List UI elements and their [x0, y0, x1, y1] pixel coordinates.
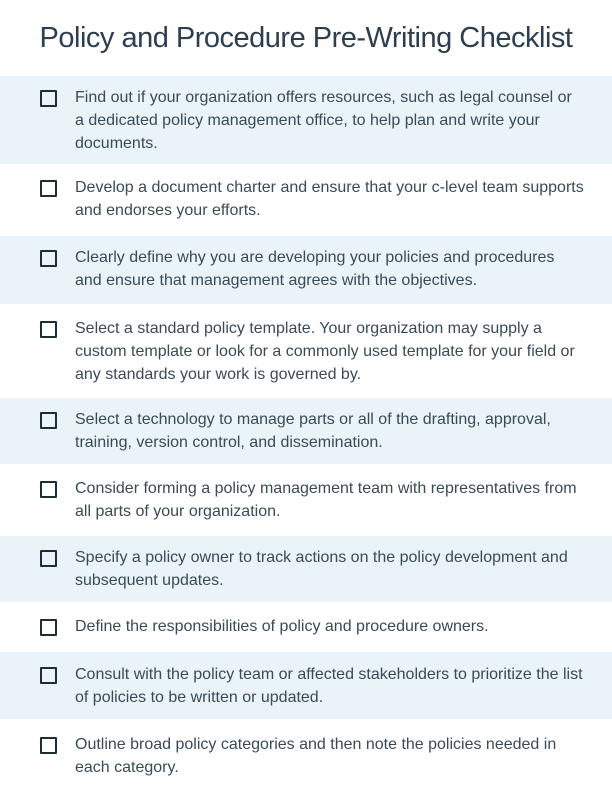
- checklist-item-text: Consult with the policy team or affected stakeholders to prioritize the list of policies to be written or updated.: [75, 666, 583, 706]
- checklist-item-text: Define the responsibilities of policy and procedure owners.: [75, 618, 489, 635]
- checklist-item: [0, 164, 612, 236]
- checkbox[interactable]: [40, 180, 57, 197]
- checklist-item-text: Develop a document charter and ensure that your c-level team supports and endorses your efforts.: [75, 179, 584, 219]
- checklist-item: [0, 652, 612, 719]
- checkbox[interactable]: [40, 321, 57, 338]
- checklist-item-text: Consider forming a policy management team with representatives from all parts of your organization.: [75, 480, 577, 520]
- checkbox[interactable]: [40, 737, 57, 754]
- checkbox[interactable]: [40, 481, 57, 498]
- checkbox[interactable]: [40, 550, 57, 567]
- checklist-item-text: Find out if your organization offers resources, such as legal counsel or a dedicated policy management office, to help plan and write your documents.: [75, 89, 572, 152]
- checklist-item: [0, 304, 612, 398]
- checklist-item: [0, 398, 612, 464]
- checklist-item-text: Outline broad policy categories and then note the policies needed in each category.: [75, 736, 557, 776]
- checkbox[interactable]: [40, 250, 57, 267]
- checklist-item: [0, 719, 612, 793]
- checklist-item-text: Specify a policy owner to track actions on the policy development and subsequent updates.: [75, 549, 568, 589]
- checklist-item: [0, 236, 612, 304]
- checklist-item: [0, 76, 612, 164]
- checklist-item: [0, 536, 612, 602]
- checkbox[interactable]: [40, 412, 57, 429]
- page-title: Policy and Procedure Pre-Writing Checklist: [39, 21, 573, 54]
- checklist-item: [0, 464, 612, 536]
- checklist-item-text: Select a technology to manage parts or all of the drafting, approval, training, version control, and dissemination.: [75, 411, 551, 451]
- checkbox[interactable]: [40, 667, 57, 684]
- checkbox[interactable]: [40, 619, 57, 636]
- checklist-item-text: Select a standard policy template. Your organization may supply a custom template or look for a commonly used template for your field or any standards your work is governed by.: [75, 320, 575, 383]
- checklist-item: [0, 602, 612, 652]
- checkbox[interactable]: [40, 90, 57, 107]
- checklist-item-text: Clearly define why you are developing your policies and procedures and ensure that management agrees with the objectives.: [75, 249, 555, 289]
